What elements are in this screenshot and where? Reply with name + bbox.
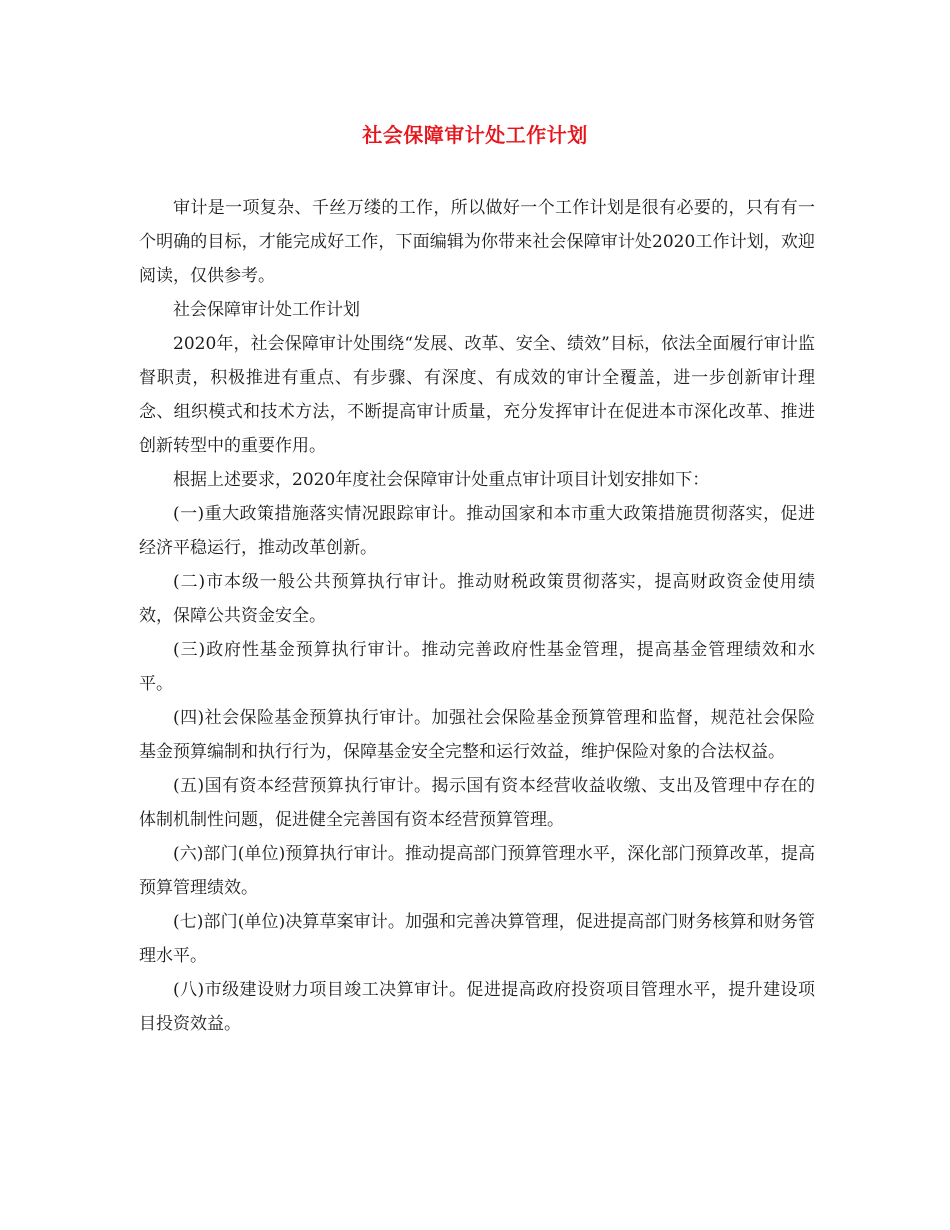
paragraph-plan-intro: 根据上述要求，2020年度社会保障审计处重点审计项目计划安排如下：	[173, 470, 710, 490]
paragraph-item-3: (三)政府性基金预算执行审计。推动完善政府性基金管理，提高基金管理绩效和水平。	[139, 640, 815, 694]
paragraph-item-6: (六)部门(单位)预算执行审计。推动提高部门预算管理水平，深化部门预算改革，提高预算管理绩效。	[139, 844, 815, 898]
paragraph-item-1: (一)重大政策措施落实情况跟踪审计。推动国家和本市重大政策措施贯彻落实，促进经济平稳运行，推动改革创新。	[139, 504, 815, 558]
paragraph-item-4: (四)社会保险基金预算执行审计。加强社会保险基金预算管理和监督，规范社会保险基金预算编制和执行行为，保障基金安全完整和运行效益，维护保险对象的合法权益。	[139, 708, 815, 762]
paragraph-overview: 2020年，社会保障审计处围绕“发展、改革、安全、绩效”目标，依法全面履行审计监督职责，积极推进有重点、有步骤、有深度、有成效的审计全覆盖，进一步创新审计理念、组织模式和技术方法，不断提高审计质量，充分发挥审计在促进本市深化改革、推进创新转型中的重要作用。	[139, 334, 815, 456]
paragraph-item-5: (五)国有资本经营预算执行审计。揭示国有资本经营收益收缴、支出及管理中存在的体制机制性问题，促进健全完善国有资本经营预算管理。	[139, 776, 815, 830]
paragraph-intro: 审计是一项复杂、千丝万缕的工作，所以做好一个工作计划是很有必要的，只有有一个明确的目标，才能完成好工作，下面编辑为你带来社会保障审计处2020工作计划，欢迎阅读，仅供参考。	[139, 198, 815, 286]
paragraph-subtitle: 社会保障审计处工作计划	[173, 300, 360, 320]
document-title: 社会保障审计处工作计划	[362, 123, 588, 147]
document-body	[139, 191, 815, 1041]
paragraph-item-2: (二)市本级一般公共预算执行审计。推动财税政策贯彻落实，提高财政资金使用绩效，保障公共资金安全。	[139, 572, 815, 626]
paragraph-item-8: (八)市级建设财力项目竣工决算审计。促进提高政府投资项目管理水平，提升建设项目投资效益。	[139, 980, 815, 1034]
paragraph-item-7: (七)部门(单位)决算草案审计。加强和完善决算管理，促进提高部门财务核算和财务管理水平。	[139, 912, 815, 966]
